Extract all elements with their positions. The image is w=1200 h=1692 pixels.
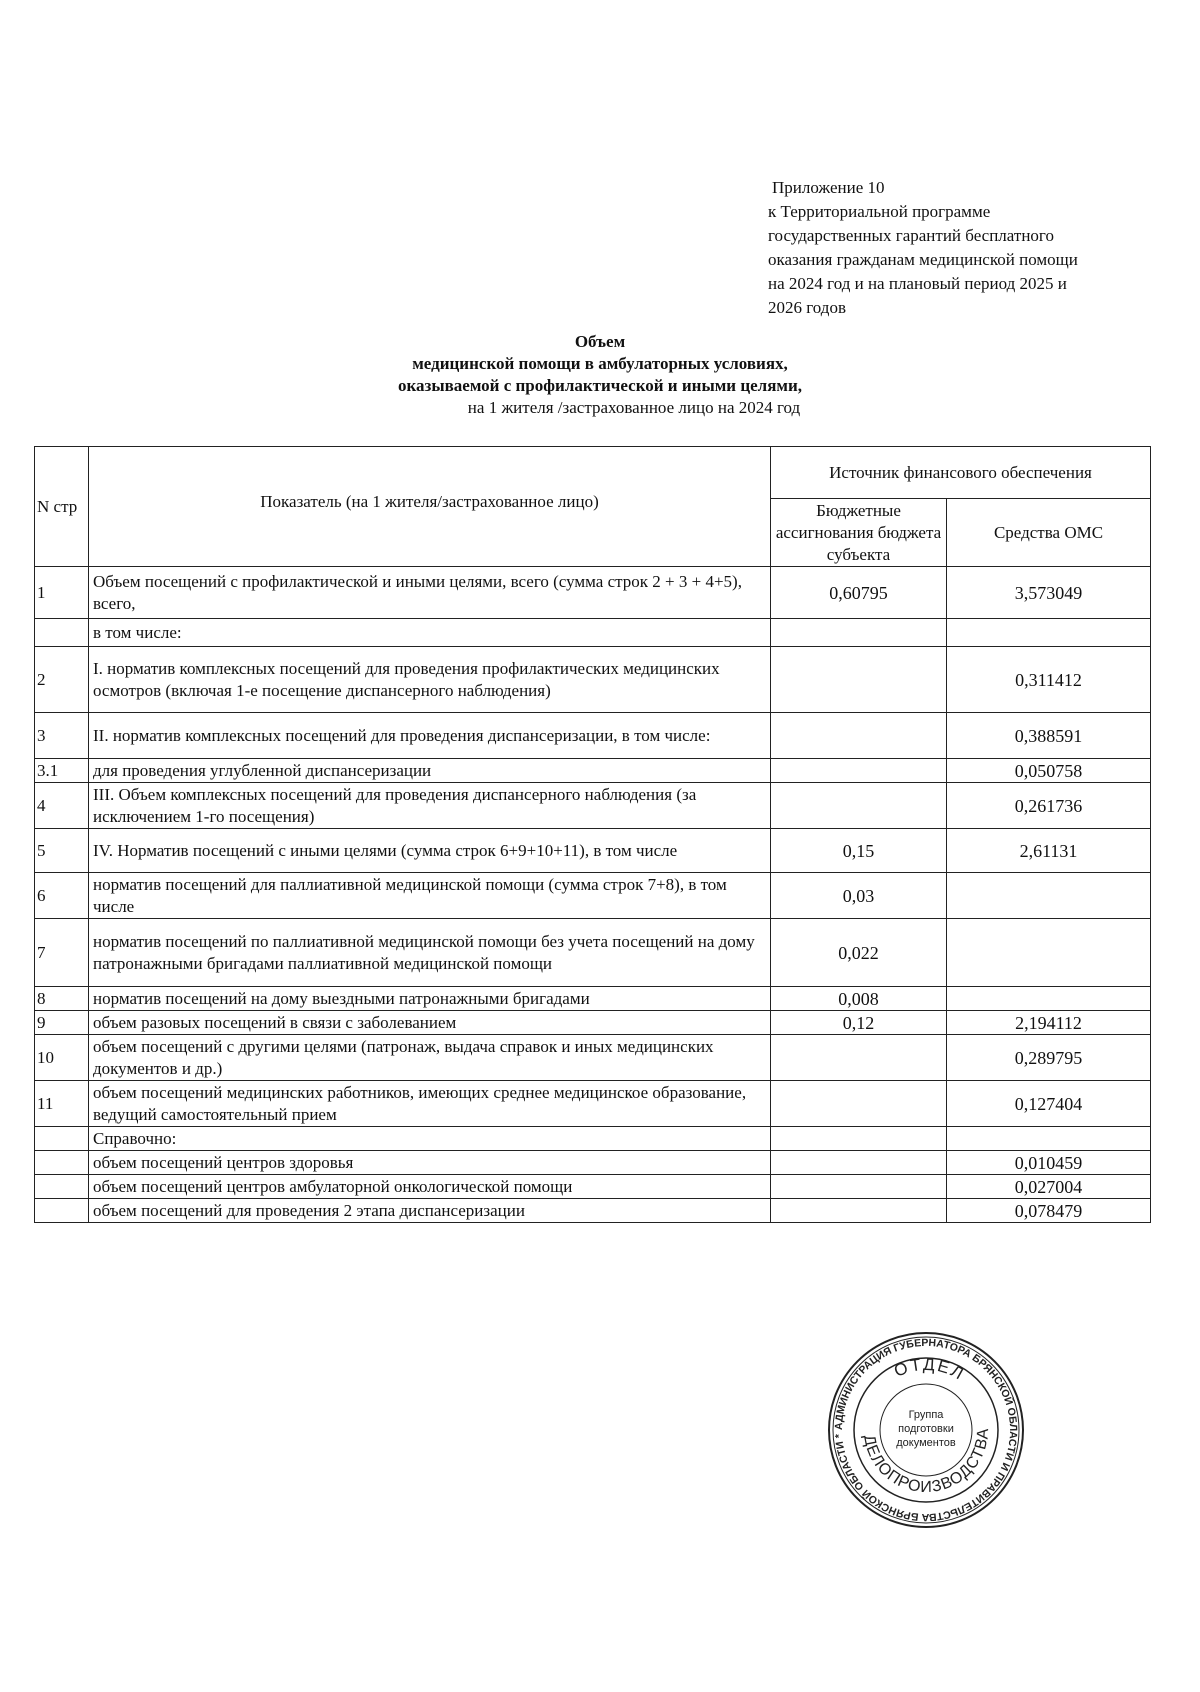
volume-table <box>34 446 1151 1223</box>
table-row <box>35 567 1151 619</box>
row-indicator: объем посещений центров амбулаторной онкологической помощи <box>89 1175 771 1199</box>
table-row <box>35 783 1151 829</box>
row-indicator: объем посещений для проведения 2 этапа диспансеризации <box>89 1199 771 1223</box>
table-row <box>35 1175 1151 1199</box>
header-budget: Бюджетные ассигнования бюджета субъекта <box>771 499 947 567</box>
row-budget-value <box>771 1081 947 1127</box>
row-number: 1 <box>35 567 89 619</box>
annex-line: к Территориальной программе <box>768 202 991 221</box>
row-oms-value: 0,127404 <box>947 1081 1151 1127</box>
row-number: 2 <box>35 647 89 713</box>
stamp-center-text <box>896 1409 956 1449</box>
row-number: 7 <box>35 919 89 987</box>
row-number: 3 <box>35 713 89 759</box>
row-oms-value: 0,388591 <box>947 713 1151 759</box>
row-indicator: норматив посещений на дому выездными патронажными бригадами <box>89 987 771 1011</box>
row-number <box>35 1151 89 1175</box>
row-indicator: в том числе: <box>89 619 771 647</box>
row-oms-value: 0,289795 <box>947 1035 1151 1081</box>
row-indicator: объем разовых посещений в связи с заболеванием <box>89 1011 771 1035</box>
table-row <box>35 1011 1151 1035</box>
row-budget-value: 0,15 <box>771 829 947 873</box>
annex-line: оказания гражданам медицинской помощи <box>768 250 1078 269</box>
row-number: 8 <box>35 987 89 1011</box>
row-oms-value: 0,078479 <box>947 1199 1151 1223</box>
header-num: N стр <box>35 447 89 567</box>
annex-line: на 2024 год и на плановый период 2025 и <box>768 274 1067 293</box>
table-row <box>35 759 1151 783</box>
stamp-ring-text: АДМИНИСТРАЦИЯ ГУБЕРНАТОРА БРЯНСКОЙ ОБЛАСТИ И ПРАВИТЕЛЬСТВА БРЯНСКОЙ ОБЛАСТИ * <box>832 1336 1020 1524</box>
row-budget-value: 0,022 <box>771 919 947 987</box>
header-oms: Средства ОМС <box>947 499 1151 567</box>
table-row <box>35 919 1151 987</box>
row-indicator: для проведения углубленной диспансеризации <box>89 759 771 783</box>
row-number <box>35 1175 89 1199</box>
title-subline: на 1 жителя /застрахованное лицо на 2024 год <box>467 398 801 417</box>
row-number: 10 <box>35 1035 89 1081</box>
row-oms-value: 3,573049 <box>947 567 1151 619</box>
row-oms-value: 2,61131 <box>947 829 1151 873</box>
table-row <box>35 987 1151 1011</box>
table-body <box>35 567 1151 1223</box>
row-oms-value <box>947 919 1151 987</box>
table-row <box>35 1151 1151 1175</box>
title-line: медицинской помощи в амбулаторных условиях, <box>412 354 788 373</box>
row-number <box>35 1199 89 1223</box>
row-indicator: объем посещений с другими целями (патронаж, выдача справок и иных медицинских документов и др.) <box>89 1035 771 1081</box>
svg-text:документов: документов <box>896 1437 956 1449</box>
row-number: 6 <box>35 873 89 919</box>
row-indicator: объем посещений центров здоровья <box>89 1151 771 1175</box>
row-budget-value <box>771 1199 947 1223</box>
annex-line: государственных гарантий бесплатного <box>768 226 1054 245</box>
header-source: Источник финансового обеспечения <box>771 447 1151 499</box>
row-number: 3.1 <box>35 759 89 783</box>
header-indicator: Показатель (на 1 жителя/застрахованное лицо) <box>89 447 771 567</box>
row-oms-value: 0,027004 <box>947 1175 1151 1199</box>
row-budget-value <box>771 619 947 647</box>
row-budget-value <box>771 1127 947 1151</box>
table-row <box>35 619 1151 647</box>
row-oms-value: 2,194112 <box>947 1011 1151 1035</box>
table-row <box>35 1035 1151 1081</box>
svg-text:Группа: Группа <box>908 1409 944 1421</box>
table-row <box>35 647 1151 713</box>
annex-line: Приложение 10 <box>772 178 885 197</box>
row-indicator: норматив посещений для паллиативной медицинской помощи (сумма строк 7+8), в том числе <box>89 873 771 919</box>
annex-block <box>768 176 1168 320</box>
row-budget-value <box>771 1175 947 1199</box>
table-row <box>35 1127 1151 1151</box>
svg-text:подготовки: подготовки <box>898 1423 954 1435</box>
row-indicator: Объем посещений с профилактической и иными целями, всего (сумма строк 2 + 3 + 4+5), всего, <box>89 567 771 619</box>
row-oms-value <box>947 987 1151 1011</box>
row-budget-value: 0,008 <box>771 987 947 1011</box>
table-row <box>35 713 1151 759</box>
table-row <box>35 1199 1151 1223</box>
row-budget-value <box>771 759 947 783</box>
row-indicator: III. Объем комплексных посещений для проведения диспансерного наблюдения (за исключением 1-го посещения) <box>89 783 771 829</box>
row-number: 4 <box>35 783 89 829</box>
row-number <box>35 1127 89 1151</box>
stamp-bottom-text: ДЕЛОПРОИЗВОДСТВА <box>860 1427 993 1497</box>
row-budget-value: 0,60795 <box>771 567 947 619</box>
row-indicator: Справочно: <box>89 1127 771 1151</box>
row-budget-value <box>771 783 947 829</box>
row-number: 11 <box>35 1081 89 1127</box>
table-row <box>35 1081 1151 1127</box>
row-indicator: I. норматив комплексных посещений для проведения профилактических медицинских осмотров (включая 1-е посещение диспансерного наблюдения) <box>89 647 771 713</box>
row-budget-value <box>771 713 947 759</box>
row-indicator: норматив посещений по паллиативной медицинской помощи без учета посещений на дому патронажными бригадами паллиативной медицинской помощи <box>89 919 771 987</box>
row-oms-value <box>947 619 1151 647</box>
table-row <box>35 829 1151 873</box>
row-budget-value <box>771 1151 947 1175</box>
row-budget-value: 0,03 <box>771 873 947 919</box>
row-budget-value <box>771 647 947 713</box>
row-oms-value: 0,010459 <box>947 1151 1151 1175</box>
official-stamp <box>826 1330 1026 1530</box>
annex-line: 2026 годов <box>768 298 846 317</box>
row-indicator: IV. Норматив посещений с иными целями (сумма строк 6+9+10+11), в том числе <box>89 829 771 873</box>
row-indicator: объем посещений медицинских работников, имеющих среднее медицинское образование, ведущий самостоятельный прием <box>89 1081 771 1127</box>
row-number: 9 <box>35 1011 89 1035</box>
row-oms-value <box>947 873 1151 919</box>
row-oms-value: 0,261736 <box>947 783 1151 829</box>
row-budget-value <box>771 1035 947 1081</box>
row-number: 5 <box>35 829 89 873</box>
table-row <box>35 873 1151 919</box>
row-oms-value <box>947 1127 1151 1151</box>
document-title <box>300 331 900 419</box>
row-oms-value: 0,311412 <box>947 647 1151 713</box>
row-indicator: II. норматив комплексных посещений для проведения диспансеризации, в том числе: <box>89 713 771 759</box>
stamp-top-text: ОТДЕЛ <box>891 1354 969 1385</box>
row-budget-value: 0,12 <box>771 1011 947 1035</box>
title-line: Объем <box>574 332 626 351</box>
row-oms-value: 0,050758 <box>947 759 1151 783</box>
title-line: оказываемой с профилактической и иными целями, <box>397 376 803 395</box>
row-number <box>35 619 89 647</box>
